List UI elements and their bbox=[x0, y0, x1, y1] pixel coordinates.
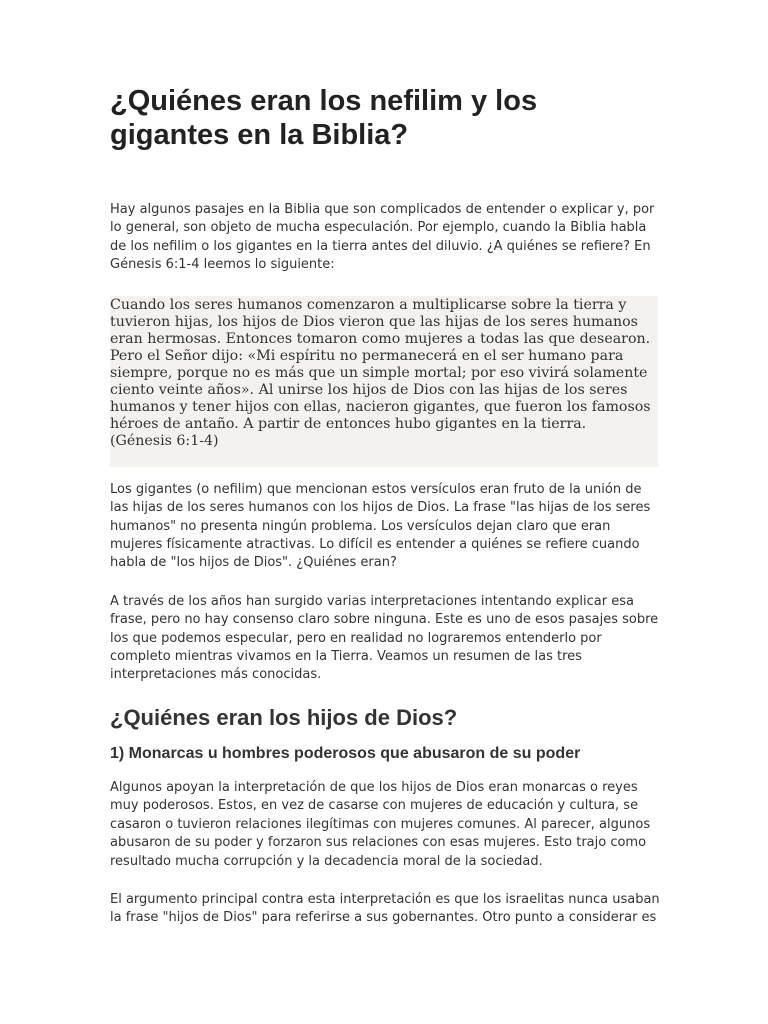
section-heading: ¿Quiénes eran los hijos de Dios? bbox=[110, 704, 458, 730]
article bbox=[110, 0, 660, 928]
quote-reference: (Génesis 6:1-4) bbox=[110, 433, 219, 450]
quote-text: Cuando los seres humanos comenzaron a multiplicarse sobre la tierra y tuvieron hijas, los hijos de Dios vieron que las hijas de los seres humanos eran hermosas. Entonces tomaron como mujeres a todas las que desearon. Pero el Señor dijo: «Mi espíritu no permanecerá en el ser humano para siempre, porque no es más que un simple mortal; por eso vivirá solamente ciento veinte años». Al unirse los hijos de Dios con las hijas de los seres humanos y tener hijos con ellas, nacieron gigantes, que fueron los famosos héroes de antaño. A partir de entonces hubo gigantes en la tierra. bbox=[110, 296, 651, 433]
page-title: ¿Quiénes eran los nefilim y los gigantes en la Biblia? bbox=[110, 85, 538, 151]
bible-quote bbox=[110, 296, 658, 467]
paragraph-interpretations: A través de los años han surgido varias interpretaciones intentando explicar esa frase, pero no hay consenso claro sobre ninguna. Este es uno de esos pasajes sobre los que podemos especular, pero en realidad no lograremos entenderlo por completo mientras vivamos en la Tierra. Veamos un resumen de las tres interpretaciones más conocidas. bbox=[110, 593, 659, 683]
paragraph-giants: Los gigantes (o nefilim) que mencionan estos versículos eran fruto de la unión de las hijas de los seres humanos con los hijos de Dios. La frase "las hijas de los seres humanos" no presenta ningún problema. Los versículos dejan claro que eran mujeres físicamente atractivas. Lo difícil es entender a quiénes se refiere cuando habla de "los hijos de Dios". ¿Quiénes eran? bbox=[110, 481, 651, 571]
subheading-monarchs: 1) Monarcas u hombres poderosos que abusaron de su poder bbox=[110, 744, 581, 762]
paragraph-monarchs: Algunos apoyan la interpretación de que los hijos de Dios eran monarcas o reyes muy poderosos. Estos, en vez de casarse con mujeres de educación y cultura, se casaron o tuvieron relaciones ilegítimas con mujeres comunes. Al parecer, algunos abusaron de su poder y forzaron sus relaciones con esas mujeres. Esto trajo como resultado mucha corrupción y la decadencia moral de la sociedad. bbox=[110, 779, 651, 869]
paragraph-argument: El argumento principal contra esta interpretación es que los israelitas nunca usaban la frase "hijos de Dios" para referirse a sus gobernantes. Otro punto a considerar es bbox=[110, 891, 660, 926]
intro-paragraph: Hay algunos pasajes en la Biblia que son complicados de entender o explicar y, por lo general, son objeto de mucha especulación. Por ejemplo, cuando la Biblia habla de los nefilim o los gigantes en la tierra antes del diluvio. ¿A quiénes se refiere? En Génesis 6:1-4 leemos lo siguiente: bbox=[110, 202, 655, 273]
